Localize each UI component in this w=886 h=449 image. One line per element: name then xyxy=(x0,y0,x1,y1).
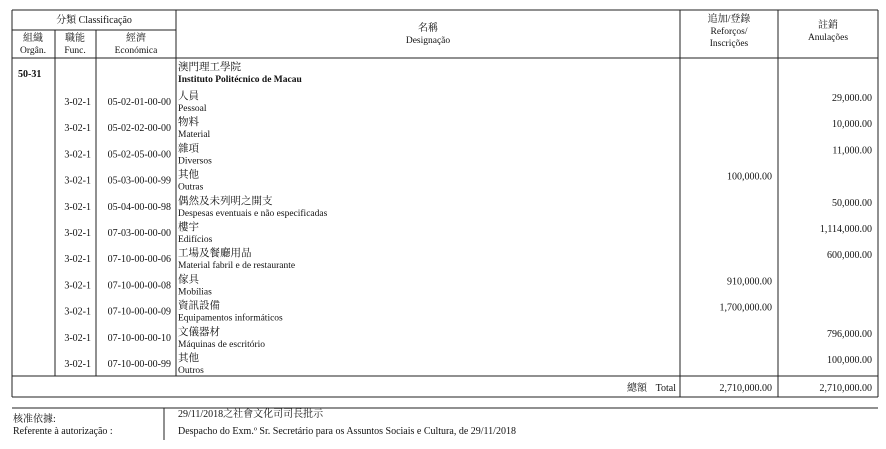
row-designation-pt: Despesas eventuais e não especificadas xyxy=(178,208,328,219)
header-organica-pt: Orgân. xyxy=(20,46,46,56)
row-designation-zh: 工場及餐廳用品 xyxy=(178,248,252,260)
row-designation-pt: Outros xyxy=(178,366,204,376)
header-anulacoes-pt: Anulações xyxy=(807,33,849,43)
row-reforco: 910,000.00 xyxy=(727,276,772,288)
row-designation-zh: 雜項 xyxy=(178,143,199,155)
row-econ-code: 05-04-00-00-98 xyxy=(107,201,171,213)
row-designation-zh: 文儀器材 xyxy=(178,326,220,338)
row-designation-pt: Mobílias xyxy=(178,287,212,298)
row-reforco: 100,000.00 xyxy=(727,171,772,183)
row-anulacao: 100,000.00 xyxy=(827,355,872,366)
row-func-code: 3-02-1 xyxy=(64,228,91,239)
row-func-code: 3-02-1 xyxy=(64,332,91,344)
row-econ-code: 07-10-00-00-99 xyxy=(107,359,171,370)
row-econ-code: 07-10-00-00-09 xyxy=(107,306,171,318)
total-label-pt: Total xyxy=(655,383,676,394)
row-anulacao: 29,000.00 xyxy=(832,93,872,104)
row-anulacao: 600,000.00 xyxy=(827,250,872,262)
header-organica-zh: 組織 xyxy=(23,33,43,44)
row-func-code: 3-02-1 xyxy=(64,175,91,187)
row-func-code: 3-02-1 xyxy=(64,97,91,108)
row-designation-pt: Equipamentos informáticos xyxy=(178,313,283,324)
row-func-code: 3-02-1 xyxy=(64,201,91,213)
row-designation-zh: 資訊設備 xyxy=(178,300,220,312)
entity-name-pt: Instituto Politécnico de Macau xyxy=(178,75,302,85)
header-designacao-pt: Designação xyxy=(405,36,451,46)
row-designation-pt: Máquinas de escritório xyxy=(178,339,266,350)
row-designation-pt: Diversos xyxy=(178,156,212,167)
total-reforco: 2,710,000.00 xyxy=(719,383,772,394)
row-func-code: 3-02-1 xyxy=(64,359,91,370)
row-econ-code: 05-02-05-00-00 xyxy=(107,149,171,161)
footer-text-zh: 29/11/2018之社會文化司司長批示 xyxy=(178,409,324,420)
header-designacao-zh: 名稱 xyxy=(418,23,438,34)
row-econ-code: 05-03-00-00-99 xyxy=(107,175,171,187)
row-func-code: 3-02-1 xyxy=(64,280,91,292)
row-func-code: 3-02-1 xyxy=(64,254,91,266)
row-designation-zh: 其他 xyxy=(178,353,199,364)
entity-row xyxy=(18,60,302,85)
row-designation-pt: Outras xyxy=(178,182,204,193)
row-func-code: 3-02-1 xyxy=(64,306,91,318)
footer-label-pt: Referente à autorização : xyxy=(13,426,113,437)
table-grid xyxy=(12,10,878,440)
row-func-code: 3-02-1 xyxy=(64,149,91,161)
row-designation-zh: 人員 xyxy=(178,91,199,102)
row-anulacao: 1,114,000.00 xyxy=(819,224,872,235)
row-designation-zh: 樓宇 xyxy=(178,222,199,233)
row-designation-zh: 傢具 xyxy=(178,274,199,286)
authorization-footer xyxy=(13,407,516,437)
header-anulacoes-zh: 註銷 xyxy=(818,20,838,31)
row-anulacao: 11,000.00 xyxy=(832,145,872,157)
total-anulacao: 2,710,000.00 xyxy=(819,383,872,394)
row-designation-pt: Pessoal xyxy=(178,104,207,114)
row-anulacao: 796,000.00 xyxy=(827,328,872,340)
row-econ-code: 05-02-02-00-00 xyxy=(107,123,171,135)
header-reforcos-zh: 追加/登錄 xyxy=(707,14,751,25)
row-econ-code: 07-03-00-00-00 xyxy=(107,228,171,239)
table-header xyxy=(20,12,848,56)
row-econ-code: 07-10-00-00-06 xyxy=(107,254,171,266)
entity-name-zh: 澳門理工學院 xyxy=(178,62,241,73)
row-designation-pt: Material xyxy=(178,130,211,141)
header-classificacao: 分類 Classificação xyxy=(56,15,132,26)
table-body xyxy=(64,89,872,376)
footer-label-zh: 核准依據: xyxy=(13,414,56,425)
row-designation-zh: 其他 xyxy=(178,169,199,181)
row-designation-pt: Material fabril e de restaurante xyxy=(178,261,296,272)
row-designation-zh: 物料 xyxy=(178,117,199,129)
header-reforcos-pt2: Inscrições xyxy=(709,39,749,49)
row-econ-code: 05-02-01-00-00 xyxy=(107,97,171,108)
row-anulacao: 50,000.00 xyxy=(832,197,872,209)
row-econ-code: 07-10-00-00-08 xyxy=(107,280,171,292)
header-economica-pt: Económica xyxy=(114,46,158,56)
row-econ-code: 07-10-00-00-10 xyxy=(107,332,171,344)
header-economica-zh: 經濟 xyxy=(126,33,146,44)
row-reforco: 1,700,000.00 xyxy=(719,302,772,314)
total-row xyxy=(627,381,872,394)
row-designation-zh: 偶然及未列明之開支 xyxy=(178,195,273,207)
header-funcional-zh: 職能 xyxy=(65,33,85,44)
total-label-zh: 總額 xyxy=(627,383,647,394)
row-designation-pt: Edifícios xyxy=(178,235,213,245)
footer-text-pt: Despacho do Exm.º Sr. Secretário para os Assuntos Sociais e Cultura, de 29/11/2018 xyxy=(178,426,516,437)
row-anulacao: 10,000.00 xyxy=(832,119,872,131)
entity-code: 50-31 xyxy=(18,69,42,80)
header-funcional-pt: Func. xyxy=(64,46,86,56)
row-func-code: 3-02-1 xyxy=(64,123,91,135)
header-reforcos-pt1: Reforços/ xyxy=(710,27,748,37)
